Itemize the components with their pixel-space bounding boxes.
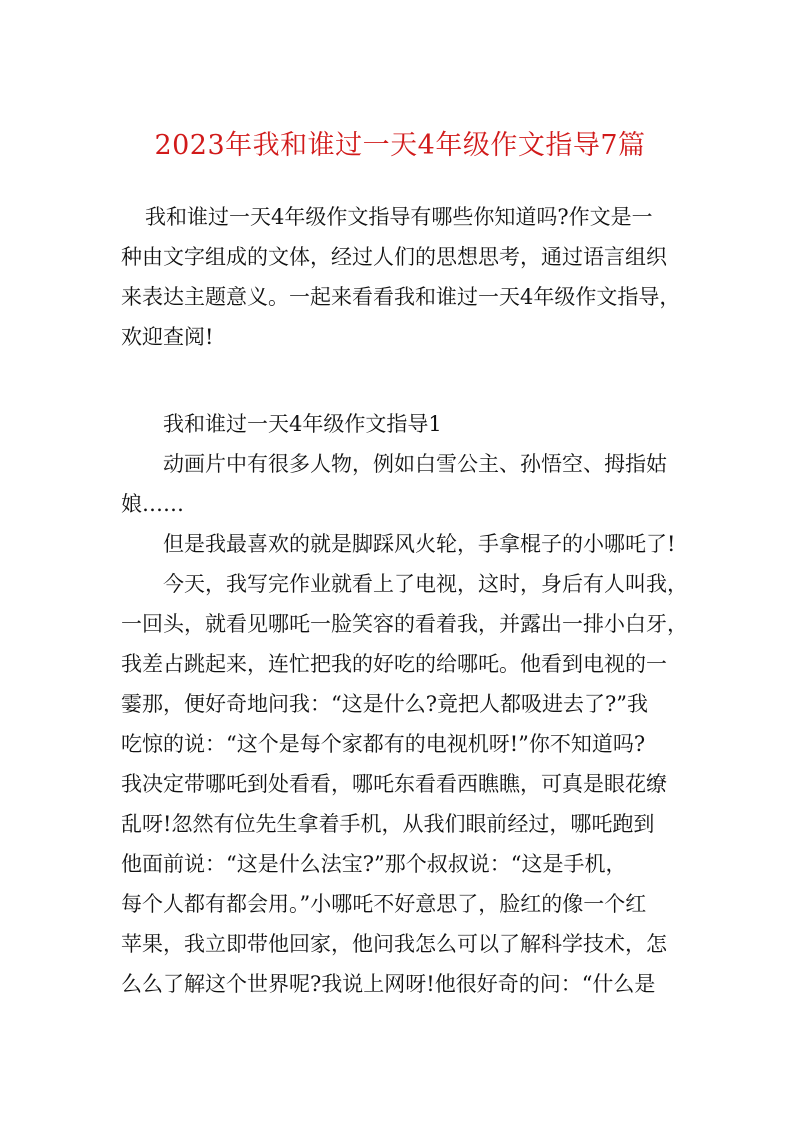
essay-section — [121, 404, 688, 1004]
body-line: 我差占跳起来，连忙把我的好吃的给哪吒。他看到电视的一 — [121, 652, 667, 676]
intro-line: 来表达主题意义。一起来看看我和谁过一天4年级作文指导， — [121, 285, 681, 309]
body-line: 乱呀!忽然有位先生拿着手机，从我们眼前经过，哪吒跑到 — [121, 812, 655, 836]
body-line: 但是我最喜欢的就是脚踩风火轮，手拿棍子的小哪吒了! — [163, 532, 676, 556]
intro-line: 我和谁过一天4年级作文指导有哪些你知道吗?作文是一 — [145, 205, 653, 229]
body-line: 动画片中有很多人物，例如白雪公主、孙悟空、拇指姑 — [163, 452, 667, 476]
document-title: 2023年我和谁过一天4年级作文指导7篇 — [154, 130, 646, 161]
body-line: 娘…… — [121, 492, 184, 516]
body-line: 一回头，就看见哪吒一脸笑容的看着我，并露出一排小白牙， — [121, 612, 688, 636]
intro-paragraph — [121, 197, 681, 357]
intro-line: 种由文字组成的文体，经过人们的思想思考，通过语言组织 — [121, 245, 667, 269]
body-line: 今天，我写完作业就看上了电视，这时，身后有人叫我， — [163, 572, 688, 596]
body-line: 吃惊的说：“这个是每个家都有的电视机呀!”你不知道吗? — [121, 732, 646, 756]
intro-line: 欢迎查阅! — [121, 325, 214, 349]
body-line: 霎那，便好奇地问我：“这是什么?竟把人都吸进去了?”我 — [121, 692, 648, 716]
body-line: 每个人都有都会用。”小哪吒不好意思了，脸红的像一个红 — [121, 892, 647, 916]
section-heading: 我和谁过一天4年级作文指导1 — [163, 412, 442, 436]
body-line: 苹果，我立即带他回家，他问我怎么可以了解科学技术，怎 — [121, 932, 667, 956]
body-line: 我决定带哪吒到处看看，哪吒东看看西瞧瞧，可真是眼花缭 — [121, 772, 667, 796]
body-line: 么么了解这个世界呢?我说上网呀!他很好奇的问：“什么是 — [121, 972, 656, 996]
body-line: 他面前说：“这是什么法宝?”那个叔叔说：“这是手机， — [121, 852, 627, 876]
